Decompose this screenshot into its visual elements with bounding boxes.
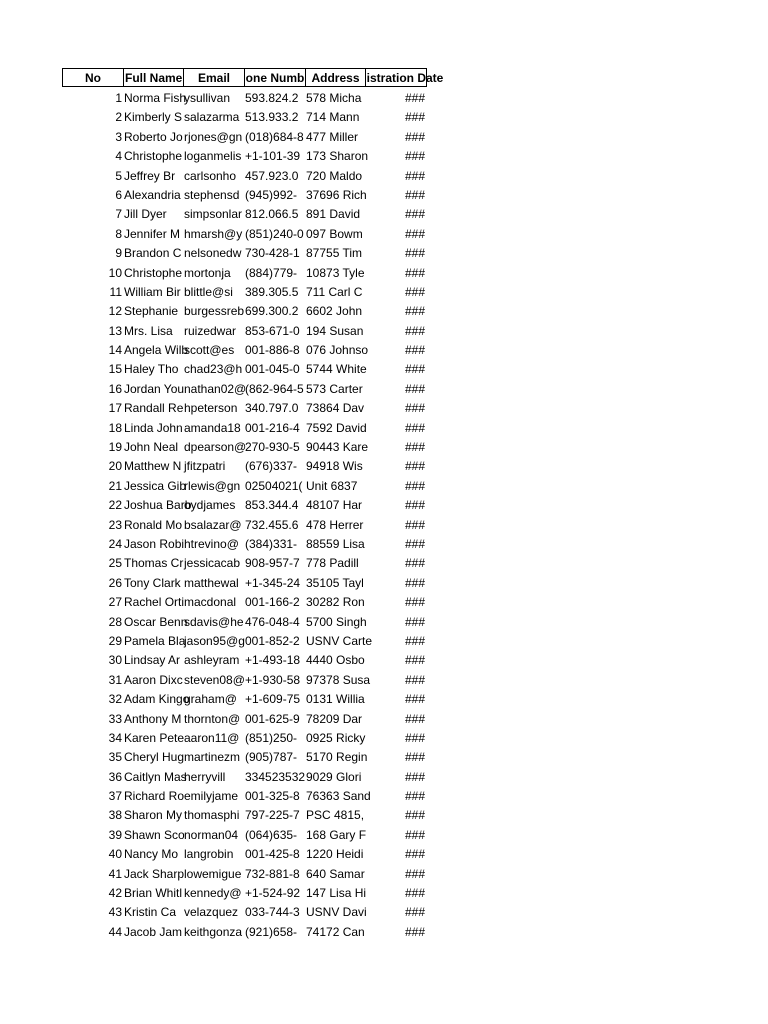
cell-no[interactable]: 13 [108, 323, 122, 338]
cell-registration-date[interactable]: ### [404, 246, 425, 261]
cell-email[interactable]: aaron11@ [184, 730, 240, 745]
cell-address[interactable]: PSC 4815, [306, 808, 365, 823]
cell-email[interactable]: thomasphi [184, 808, 240, 823]
header-address[interactable]: Address [305, 68, 366, 87]
cell-full-name[interactable]: William Bir [124, 284, 181, 299]
cell-no[interactable]: 15 [108, 362, 122, 377]
cell-phone[interactable]: 270-930-5 [245, 440, 300, 455]
cell-phone[interactable]: 02504021( [245, 478, 303, 493]
cell-registration-date[interactable]: ### [404, 187, 425, 202]
cell-full-name[interactable]: Christophe [124, 149, 183, 164]
cell-registration-date[interactable]: ### [404, 517, 425, 532]
cell-email[interactable]: rjones@gn [184, 129, 243, 144]
cell-email[interactable]: amanda18 [184, 420, 241, 435]
cell-phone[interactable]: 001-852-2 [245, 633, 300, 648]
cell-no[interactable]: 39 [108, 827, 122, 842]
cell-phone[interactable]: 797-225-7 [245, 808, 300, 823]
cell-address[interactable]: Unit 6837 [306, 478, 358, 493]
cell-email[interactable]: velazquez [184, 905, 239, 920]
cell-registration-date[interactable]: ### [404, 711, 425, 726]
cell-full-name[interactable]: Thomas Cr [124, 556, 184, 571]
cell-phone[interactable]: (884)779- [245, 265, 298, 280]
cell-full-name[interactable]: Cheryl Hug [124, 750, 185, 765]
cell-no[interactable]: 33 [108, 711, 122, 726]
cell-address[interactable]: 76363 Sand [306, 789, 371, 804]
cell-registration-date[interactable]: ### [404, 207, 425, 222]
cell-no[interactable]: 19 [108, 440, 122, 455]
cell-email[interactable]: ysullivan [184, 91, 231, 105]
cell-full-name[interactable]: Angela Wilb [124, 343, 189, 358]
cell-address[interactable]: 7592 David [306, 420, 367, 435]
cell-no[interactable]: 16 [108, 381, 122, 396]
cell-address[interactable]: 48107 Har [306, 498, 363, 513]
cell-phone[interactable]: (851)240-0 [245, 226, 304, 241]
cell-registration-date[interactable]: ### [404, 323, 425, 338]
cell-address[interactable]: USNV Carte [306, 633, 373, 648]
cell-no[interactable]: 23 [108, 517, 122, 532]
cell-full-name[interactable]: Rachel Orti [124, 595, 185, 610]
cell-no[interactable]: 10 [108, 265, 122, 280]
cell-full-name[interactable]: Sharon My [124, 808, 183, 823]
cell-address[interactable]: 88559 Lisa [306, 536, 365, 551]
cell-full-name[interactable]: Lindsay Ar [124, 653, 181, 668]
cell-no[interactable]: 21 [108, 478, 122, 493]
cell-no[interactable]: 5 [115, 168, 122, 183]
cell-no[interactable]: 38 [108, 808, 122, 823]
cell-registration-date[interactable]: ### [404, 924, 425, 939]
cell-registration-date[interactable]: ### [404, 633, 425, 648]
cell-phone[interactable]: (384)331- [245, 536, 298, 551]
cell-email[interactable]: jason95@g [184, 633, 245, 648]
cell-no[interactable]: 4 [115, 149, 122, 164]
cell-full-name[interactable]: Pamela Bla [124, 633, 186, 648]
cell-registration-date[interactable]: ### [404, 789, 425, 804]
cell-email[interactable]: bsalazar@ [184, 517, 242, 532]
cell-no[interactable]: 41 [108, 866, 122, 881]
cell-email[interactable]: salazarma [184, 110, 240, 125]
cell-address[interactable]: 147 Lisa Hi [306, 886, 367, 901]
cell-email[interactable]: langrobin [184, 847, 234, 862]
cell-registration-date[interactable]: ### [404, 265, 425, 280]
cell-email[interactable]: hpeterson [184, 401, 238, 416]
cell-registration-date[interactable]: ### [404, 905, 425, 920]
cell-address[interactable]: 0925 Ricky [306, 730, 366, 745]
cell-phone[interactable]: (921)658- [245, 924, 298, 939]
cell-phone[interactable]: (945)992- [245, 187, 298, 202]
cell-registration-date[interactable]: ### [404, 769, 425, 784]
cell-email[interactable]: blittle@si [184, 284, 233, 299]
cell-phone[interactable]: 001-425-8 [245, 847, 300, 862]
cell-email[interactable]: htrevino@ [184, 536, 239, 551]
cell-address[interactable]: 173 Sharon [306, 149, 369, 164]
cell-full-name[interactable]: Richard Ro [124, 789, 185, 804]
cell-email[interactable]: mortonja [184, 265, 231, 280]
cell-no[interactable]: 32 [108, 692, 122, 707]
cell-full-name[interactable]: Tony Clark [124, 575, 181, 590]
cell-no[interactable]: 6 [115, 187, 122, 202]
cell-address[interactable]: 714 Mann [306, 110, 360, 125]
cell-email[interactable]: burgessreb [184, 304, 245, 319]
cell-email[interactable]: jfitzpatri [184, 459, 226, 474]
cell-email[interactable]: norman04 [184, 827, 239, 842]
cell-address[interactable]: 578 Micha [306, 91, 362, 105]
cell-registration-date[interactable]: ### [404, 886, 425, 901]
cell-phone[interactable]: (862-964-5 [245, 381, 304, 396]
cell-no[interactable]: 22 [108, 498, 122, 513]
header-email[interactable]: Email [183, 68, 245, 87]
cell-no[interactable]: 1 [115, 91, 122, 105]
cell-address[interactable]: 87755 Tim [306, 246, 363, 261]
cell-full-name[interactable]: Shawn Sco [124, 827, 185, 842]
cell-full-name[interactable]: Stephanie [124, 304, 179, 319]
cell-full-name[interactable]: Adam Kingo [124, 692, 190, 707]
cell-address[interactable]: 168 Gary F [306, 827, 367, 842]
cell-registration-date[interactable]: ### [404, 556, 425, 571]
cell-phone[interactable]: 457.923.0 [245, 168, 299, 183]
cell-phone[interactable]: 513.933.2 [245, 110, 299, 125]
cell-address[interactable]: 891 David [306, 207, 361, 222]
cell-email[interactable]: graham@ [184, 692, 237, 707]
cell-email[interactable]: rlewis@gn [184, 478, 241, 493]
cell-address[interactable]: 9029 Glori [306, 769, 362, 784]
cell-email[interactable]: scott@es [184, 343, 235, 358]
cell-email[interactable]: thornton@ [184, 711, 241, 726]
cell-registration-date[interactable]: ### [404, 808, 425, 823]
cell-registration-date[interactable]: ### [404, 401, 425, 416]
cell-full-name[interactable]: Jacob Jam [124, 924, 183, 939]
cell-full-name[interactable]: Aaron Dixc [124, 672, 183, 687]
cell-registration-date[interactable]: ### [404, 381, 425, 396]
cell-registration-date[interactable]: ### [404, 420, 425, 435]
cell-registration-date[interactable]: ### [404, 362, 425, 377]
cell-phone[interactable]: 730-428-1 [245, 246, 300, 261]
cell-no[interactable]: 44 [108, 924, 122, 939]
cell-no[interactable]: 36 [108, 769, 122, 784]
cell-email[interactable]: dpearson@ [184, 440, 247, 455]
cell-phone[interactable]: (064)635- [245, 827, 298, 842]
cell-address[interactable]: 30282 Ron [306, 595, 365, 610]
cell-registration-date[interactable]: ### [404, 343, 425, 358]
cell-phone[interactable]: 812.066.5 [245, 207, 299, 222]
cell-full-name[interactable]: John Neal [124, 440, 179, 455]
cell-email[interactable]: carlsonho [184, 168, 237, 183]
cell-phone[interactable]: 593.824.2 [245, 91, 299, 105]
cell-address[interactable]: 076 Johnso [306, 343, 369, 358]
cell-phone[interactable]: +1-609-75 [245, 692, 301, 707]
cell-full-name[interactable]: Nancy Mo [124, 847, 179, 862]
cell-full-name[interactable]: Jennifer M [124, 226, 181, 241]
cell-registration-date[interactable]: ### [404, 847, 425, 862]
cell-registration-date[interactable]: ### [404, 498, 425, 513]
cell-phone[interactable]: 001-886-8 [245, 343, 300, 358]
cell-phone[interactable]: 001-625-9 [245, 711, 300, 726]
header-no[interactable]: No [62, 68, 124, 87]
cell-email[interactable]: ashleyram [184, 653, 240, 668]
cell-registration-date[interactable]: ### [404, 91, 425, 105]
cell-no[interactable]: 42 [108, 886, 122, 901]
header-registration-date[interactable] [365, 68, 444, 87]
cell-email[interactable]: chad23@h [184, 362, 243, 377]
cell-registration-date[interactable]: ### [404, 129, 425, 144]
cell-email[interactable]: steven08@ [184, 672, 245, 687]
cell-no[interactable]: 43 [108, 905, 122, 920]
cell-address[interactable]: 94918 Wis [306, 459, 363, 474]
cell-no[interactable]: 9 [115, 246, 122, 261]
cell-phone[interactable]: 476-048-4 [245, 614, 300, 629]
cell-full-name[interactable]: Oscar Benn [124, 614, 188, 629]
cell-registration-date[interactable]: ### [404, 304, 425, 319]
cell-full-name[interactable]: Karen Pete [124, 730, 185, 745]
cell-phone[interactable]: 001-166-2 [245, 595, 300, 610]
cell-address[interactable]: 78209 Dar [306, 711, 363, 726]
cell-registration-date[interactable]: ### [404, 653, 425, 668]
cell-full-name[interactable]: Roberto Jo [124, 129, 183, 144]
cell-no[interactable]: 3 [115, 129, 122, 144]
cell-full-name[interactable]: Jordan You [124, 381, 185, 396]
cell-no[interactable]: 14 [108, 343, 122, 358]
cell-phone[interactable]: 001-216-4 [245, 420, 300, 435]
cell-phone[interactable]: (018)684-8 [245, 129, 304, 144]
cell-phone[interactable]: 340.797.0 [245, 401, 299, 416]
cell-email[interactable]: nathan02@ [184, 381, 247, 396]
cell-email[interactable]: nelsonedw [184, 246, 242, 261]
cell-no[interactable]: 29 [108, 633, 122, 648]
cell-address[interactable]: 194 Susan [306, 323, 364, 338]
cell-address[interactable]: 73864 Dav [306, 401, 365, 416]
cell-email[interactable]: macdonal [184, 595, 237, 610]
cell-phone[interactable]: +1-493-18 [245, 653, 301, 668]
cell-phone[interactable]: (851)250- [245, 730, 298, 745]
cell-registration-date[interactable]: ### [404, 730, 425, 745]
cell-email[interactable]: emilyjame [184, 789, 239, 804]
cell-full-name[interactable]: Jeffrey Br [124, 168, 176, 183]
cell-address[interactable]: 778 Padill [306, 556, 359, 571]
cell-full-name[interactable]: Joshua Barb [124, 498, 192, 513]
cell-no[interactable]: 17 [108, 401, 122, 416]
cell-no[interactable]: 31 [108, 672, 122, 687]
cell-address[interactable]: 0131 Willia [306, 692, 365, 707]
header-registration-date-label: istration Date [366, 71, 444, 85]
cell-full-name[interactable]: Christophe [124, 265, 183, 280]
cell-address[interactable]: 711 Carl C [306, 284, 363, 299]
cell-no[interactable]: 2 [115, 110, 122, 125]
header-full-name[interactable]: Full Name [123, 68, 184, 87]
cell-address[interactable]: USNV Davi [306, 905, 367, 920]
cell-address[interactable]: 35105 Tayl [306, 575, 364, 590]
cell-no[interactable]: 37 [108, 789, 122, 804]
cell-address[interactable]: 74172 Can [306, 924, 365, 939]
cell-phone[interactable]: +1-930-58 [245, 672, 301, 687]
cell-registration-date[interactable]: ### [404, 110, 425, 125]
cell-no[interactable]: 18 [108, 420, 122, 435]
cell-full-name[interactable]: Jason Robi [124, 536, 185, 551]
cell-phone[interactable]: 001-325-8 [245, 789, 300, 804]
cell-address[interactable]: 90443 Kare [306, 440, 369, 455]
cell-phone[interactable]: +1-524-92 [245, 886, 301, 901]
cell-address[interactable]: 573 Carter [306, 381, 363, 396]
cell-no[interactable]: 24 [108, 536, 122, 551]
cell-phone[interactable]: 334523532 [245, 769, 306, 784]
cell-registration-date[interactable]: ### [404, 168, 425, 183]
cell-registration-date[interactable]: ### [404, 614, 425, 629]
cell-no[interactable]: 26 [108, 575, 122, 590]
cell-address[interactable]: 097 Bowm [306, 226, 363, 241]
cell-phone[interactable]: +1-101-39 [245, 149, 301, 164]
cell-address[interactable]: 720 Maldo [306, 168, 363, 183]
cell-registration-date[interactable]: ### [404, 827, 425, 842]
cell-registration-date[interactable]: ### [404, 149, 425, 164]
cell-registration-date[interactable]: ### [404, 284, 425, 299]
cell-address[interactable]: 4440 Osbo [306, 653, 365, 668]
cell-address[interactable]: 37696 Rich [306, 187, 367, 202]
cell-no[interactable]: 8 [115, 226, 122, 241]
cell-no[interactable]: 40 [108, 847, 122, 862]
cell-registration-date[interactable]: ### [404, 866, 425, 881]
cell-email[interactable]: jessicacab [184, 556, 241, 571]
cell-phone[interactable]: 908-957-7 [245, 556, 300, 571]
cell-no[interactable]: 28 [108, 614, 122, 629]
cell-full-name[interactable]: Norma Fish [124, 91, 187, 105]
cell-email[interactable]: ruizedwar [184, 323, 237, 338]
cell-email[interactable]: loganmelis [184, 149, 242, 164]
cell-full-name[interactable]: Caitlyn Mas [124, 769, 187, 784]
cell-no[interactable]: 11 [109, 284, 122, 299]
cell-full-name[interactable]: Jill Dyer [124, 207, 167, 222]
cell-full-name[interactable]: Mrs. Lisa [124, 323, 173, 338]
cell-address[interactable]: 1220 Heidi [306, 847, 364, 862]
cell-full-name[interactable]: Linda John [124, 420, 183, 435]
cell-address[interactable]: 5700 Singh [306, 614, 367, 629]
cell-registration-date[interactable]: ### [404, 692, 425, 707]
cell-phone[interactable]: +1-345-24 [245, 575, 301, 590]
cell-no[interactable]: 35 [108, 750, 122, 765]
cell-no[interactable]: 30 [108, 653, 122, 668]
cell-phone[interactable]: 033-744-3 [245, 905, 300, 920]
cell-email[interactable]: stephensd [184, 187, 240, 202]
cell-full-name[interactable]: Matthew N [124, 459, 182, 474]
cell-email[interactable]: hmarsh@y [184, 226, 243, 241]
cell-phone[interactable]: (676)337- [245, 459, 298, 474]
cell-phone[interactable]: 853-671-0 [245, 323, 300, 338]
cell-registration-date[interactable]: ### [404, 226, 425, 241]
cell-registration-date[interactable]: ### [404, 575, 425, 590]
cell-address[interactable]: 5744 White [306, 362, 367, 377]
cell-full-name[interactable]: Brandon C [124, 246, 182, 261]
cell-no[interactable]: 7 [115, 207, 122, 222]
cell-full-name[interactable]: Haley Tho [124, 362, 179, 377]
cell-email[interactable]: kennedy@ [184, 886, 242, 901]
cell-full-name[interactable]: Kristin Ca [124, 905, 177, 920]
cell-full-name[interactable]: Ronald Mo [124, 517, 183, 532]
cell-no[interactable]: 12 [108, 304, 122, 319]
cell-email[interactable]: keithgonza [184, 924, 243, 939]
cell-email[interactable]: simpsonlar [184, 207, 243, 222]
cell-registration-date[interactable]: ### [404, 536, 425, 551]
cell-address[interactable]: 478 Herrer [306, 517, 364, 532]
cell-address[interactable]: 640 Samar [306, 866, 365, 881]
cell-email[interactable]: matthewal [184, 575, 239, 590]
cell-registration-date[interactable]: ### [404, 595, 425, 610]
cell-phone[interactable]: 732-881-8 [245, 866, 300, 881]
cell-address[interactable]: 477 Miller [306, 129, 359, 144]
cell-registration-date[interactable]: ### [404, 440, 425, 455]
cell-full-name[interactable]: Brian Whitl [124, 886, 183, 901]
cell-no[interactable]: 34 [108, 730, 122, 745]
cell-address[interactable]: 6602 John [306, 304, 363, 319]
cell-address[interactable]: 5170 Regin [306, 750, 368, 765]
cell-phone[interactable]: 732.455.6 [245, 517, 299, 532]
cell-email[interactable]: oydjames [184, 498, 236, 513]
cell-address[interactable]: 10873 Tyle [306, 265, 365, 280]
cell-registration-date[interactable]: ### [404, 672, 425, 687]
cell-email[interactable]: herryvill [184, 769, 226, 784]
cell-registration-date[interactable]: ### [404, 478, 425, 493]
cell-no[interactable]: 27 [108, 595, 122, 610]
cell-no[interactable]: 20 [108, 459, 122, 474]
cell-email[interactable]: lowemigue [184, 866, 242, 881]
cell-email[interactable]: martinezm [184, 750, 241, 765]
cell-full-name[interactable]: Randall Re [124, 401, 184, 416]
cell-full-name[interactable]: Jack Sharp [124, 866, 185, 881]
cell-phone[interactable]: 699.300.2 [245, 304, 299, 319]
cell-no[interactable]: 25 [108, 556, 122, 571]
cell-full-name[interactable]: Alexandria [124, 187, 181, 202]
cell-email[interactable]: sdavis@he [184, 614, 244, 629]
cell-phone[interactable]: 001-045-0 [245, 362, 300, 377]
cell-full-name[interactable]: Kimberly S [124, 110, 183, 125]
cell-full-name[interactable]: Jessica Gib [124, 478, 187, 493]
cell-phone[interactable]: 853.344.4 [245, 498, 299, 513]
header-phone-number[interactable]: one Numb [244, 68, 306, 87]
cell-phone[interactable]: (905)787- [245, 750, 298, 765]
cell-registration-date[interactable]: ### [404, 750, 425, 765]
cell-full-name[interactable]: Anthony M [124, 711, 182, 726]
cell-phone[interactable]: 389.305.5 [245, 284, 299, 299]
cell-address[interactable]: 97378 Susa [306, 672, 371, 687]
cell-registration-date[interactable]: ### [404, 459, 425, 474]
